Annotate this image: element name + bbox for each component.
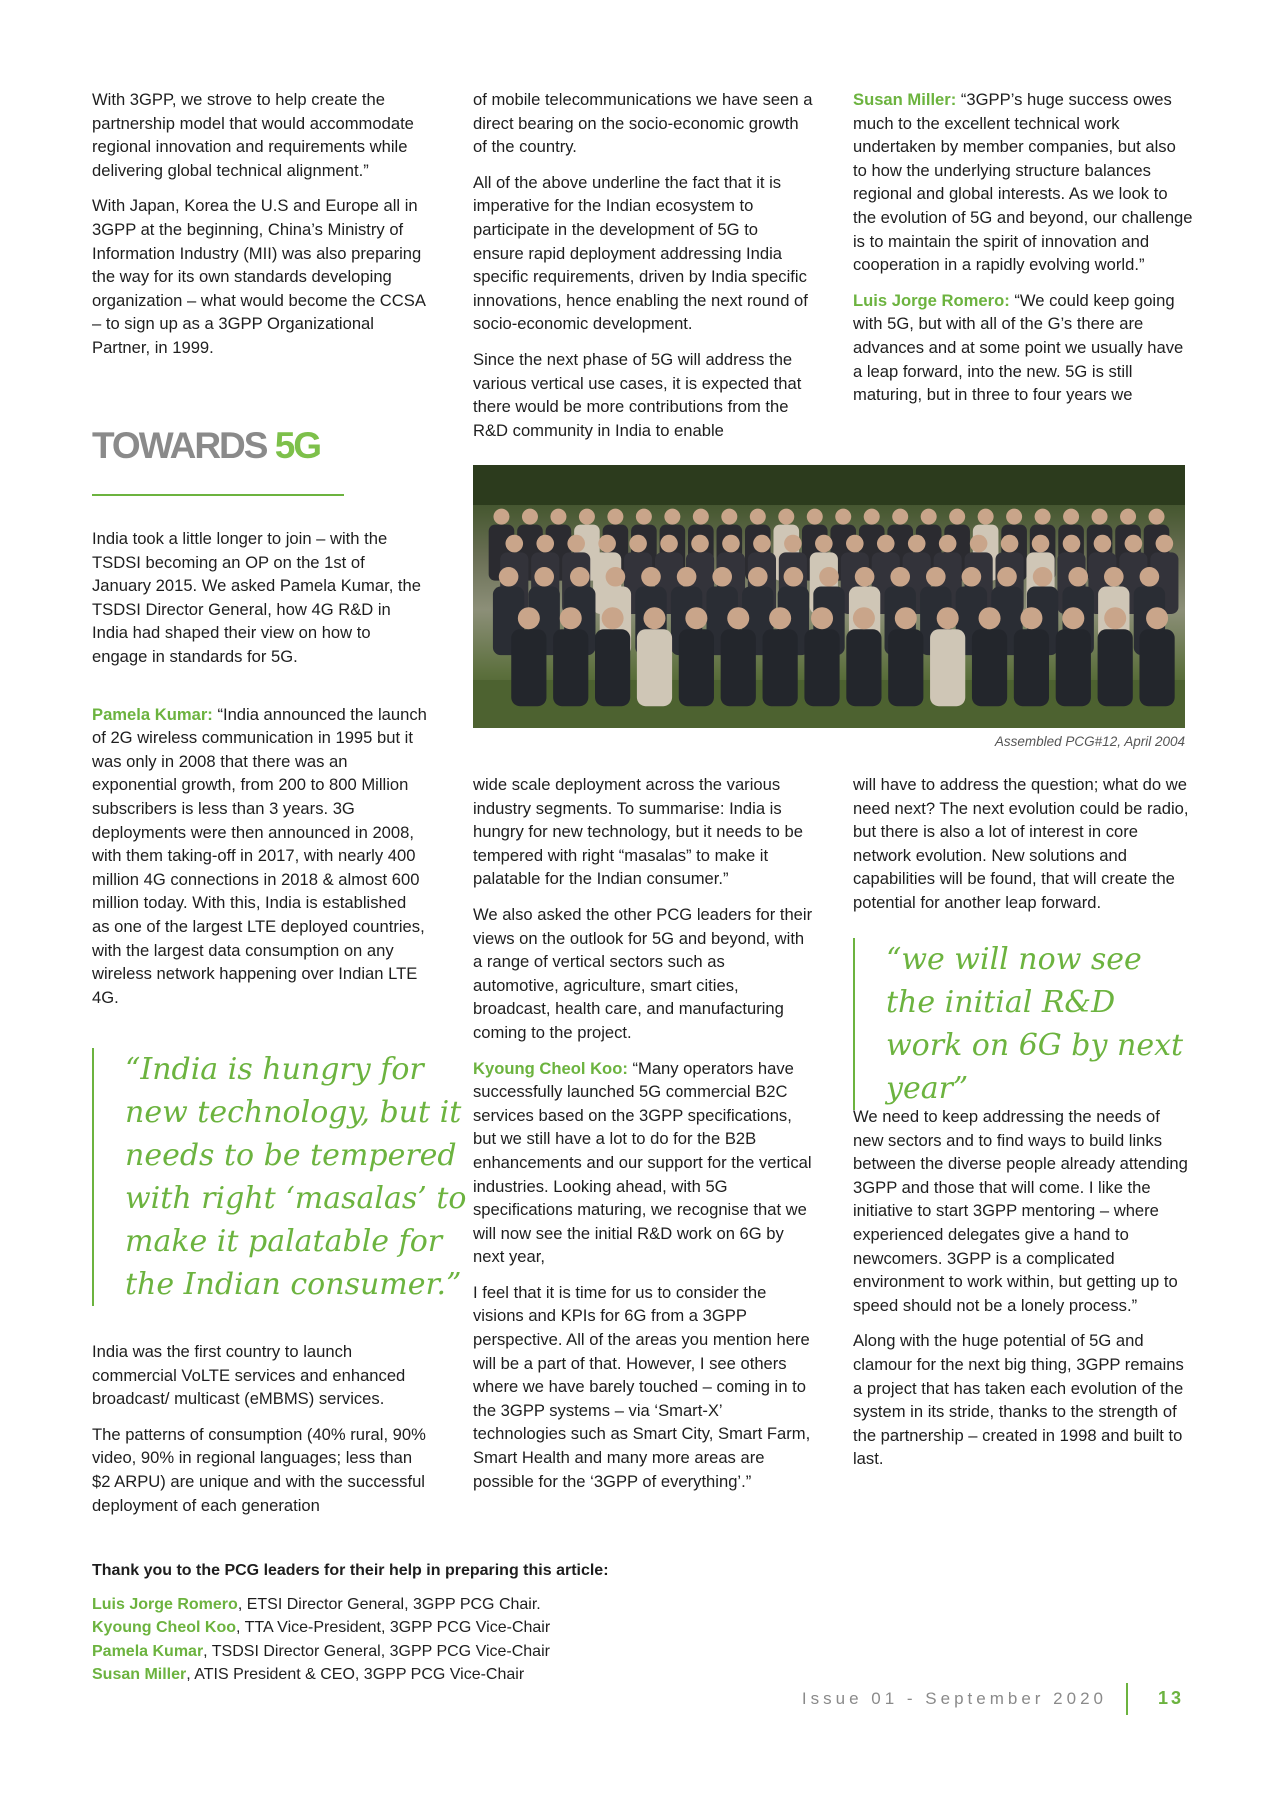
- speaker-text: “3GPP’s huge success owes much to the excellent technical work undertaken by member companies, but also to how the underlying structure balances regional and global interests. As we look to the evolution of 5G and beyond, our challenge is to maintain the spirit of innovation and cooperation in a rapidly evolving world.”: [853, 90, 1193, 275]
- paragraph: India was the first country to launch commercial VoLTE services and enhanced broadcast/ multicast (eMBMS) services.: [92, 1342, 406, 1409]
- ack-role: , TSDSI Director General, 3GPP PCG Vice-Chair: [203, 1642, 550, 1660]
- pull-quote: “we will now see the initial R&D work on 6G by next year”: [853, 938, 1196, 1110]
- ack-row: [92, 1640, 792, 1664]
- paragraph: wide scale deployment across the various industry segments. To summarise: India is hungry for new technology, but it needs to be tempered with right “masalas” to make it palatable for the Indian consumer.”: [473, 775, 803, 889]
- heading-underline: [92, 494, 344, 496]
- paragraph: With Japan, Korea the U.S and Europe all in 3GPP at the beginning, China’s Ministry of Information Industry (MII) was also preparing the way for its own standards developing organization – what would become the CCSA – to sign up as a 3GPP Organizational Partner, in 1999.: [92, 196, 425, 357]
- acknowledgements: [92, 1559, 792, 1687]
- speaker-name: Pamela Kumar:: [92, 704, 213, 724]
- ack-name: Susan Miller: [92, 1666, 187, 1683]
- paragraph: All of the above underline the fact that it is imperative for the Indian ecosystem to participate in the development of 5G to ensure rapid deployment addressing India specific requirements, driven by India specific innovations, hence enabling the next round of socio-economic development.: [473, 172, 808, 334]
- speaker-paragraph: [92, 703, 427, 1010]
- ack-role: , TTA Vice-President, 3GPP PCG Vice-Chair: [235, 1619, 551, 1636]
- page-footer: [790, 1683, 1190, 1715]
- ack-role: , ATIS President & CEO, 3GPP PCG Vice-Chair: [186, 1666, 525, 1683]
- pull-quote: “India is hungry for new technology, but it needs to be tempered with right ‘masalas’ to make it palatable for the Indian consumer.”: [92, 1048, 475, 1306]
- speaker-paragraph: [853, 88, 1193, 277]
- paragraph: We need to keep addressing the needs of new sectors and to find ways to build links between the diverse people already attending 3GPP and those that will come. I like the initiative to start 3GPP mentoring – where experienced delegates give a hand to newcomers. 3GPP is a complicated environment to work within, but getting up to speed should not be a lonely process.”: [853, 1107, 1188, 1315]
- column-c-top: [853, 88, 1193, 419]
- paragraph: will have to address the question; what do we need next? The next evolution could be radio, but there is also a lot of interest in core network evolution. New solutions and capabilities will be found, that will create the potential for another leap forward.: [853, 775, 1189, 912]
- speaker-name: Susan Miller:: [853, 90, 957, 109]
- ack-name: Luis Jorge Romero: [92, 1595, 238, 1613]
- speaker-text: “We could keep going with 5G, but with all of the G’s there are advances and at some point we usually have a leap forward, into the new. 5G is still maturing, but in three to four years we: [853, 290, 1184, 405]
- column-c-bottom-1: [853, 773, 1193, 927]
- issue-label: Issue 01 - September 2020: [801, 1689, 1107, 1708]
- speaker-name: Kyoung Cheol Koo:: [473, 1058, 628, 1078]
- photo-caption: Assembled PCG#12, April 2004: [994, 734, 1185, 749]
- speaker-paragraph: [473, 1057, 813, 1269]
- paragraph: The patterns of consumption (40% rural, 90% video, 90% in regional languages; less than $2 ARPU) are unique and with the successful deployment of each generation: [92, 1424, 426, 1515]
- acknowledgements-title: Thank you to the PCG leaders for their help in preparing this article:: [92, 1562, 609, 1579]
- ack-role: , ETSI Director General, 3GPP PCG Chair.: [237, 1595, 541, 1613]
- speaker-name: Luis Jorge Romero:: [853, 290, 1010, 310]
- paragraph: Along with the huge potential of 5G and clamour for the next big thing, 3GPP remains a project that has taken each evolution of the system in its stride, thanks to the strength of the partnership – created in 1998 and built to last.: [853, 1331, 1184, 1469]
- section-heading: [92, 425, 320, 467]
- column-c-bottom-2: [853, 1105, 1193, 1483]
- group-photo-illustration: [473, 465, 1185, 728]
- ack-row: [92, 1593, 792, 1617]
- group-photo: [473, 465, 1185, 728]
- paragraph: Since the next phase of 5G will address the various vertical use cases, it is expected that there would be more contributions from the R&D community in India to enable: [473, 349, 802, 440]
- paragraph: of mobile telecommunications we have seen a direct bearing on the socio-economic growth of the country.: [473, 90, 813, 157]
- page-number: 13: [1157, 1688, 1184, 1708]
- ack-name: Kyoung Cheol Koo: [92, 1619, 236, 1636]
- ack-name: Pamela Kumar: [92, 1642, 204, 1660]
- paragraph: We also asked the other PCG leaders for their views on the outlook for 5G and beyond, with a range of vertical sectors such as automotive, agriculture, smart cities, broadcast, health care, and manufacturing coming to the project.: [473, 904, 813, 1042]
- heading-part-1: TOWARDS: [92, 425, 275, 466]
- speaker-text: “India announced the launch of 2G wireless communication in 1995 but it was only in 2008 that there was an exponential growth, from 200 to 800 Million subscribers is less than 3 years. 3G deployments were then announced in 2008, with them taking-off in 2017, with nearly 400 million 4G connections in 2018 & almost 600 million today. With this, India is established as one of the largest LTE deployed countries, with the largest data consumption on any wireless network happening over Indian LTE 4G.: [92, 704, 427, 1007]
- speaker-paragraph: [853, 289, 1193, 407]
- paragraph: With 3GPP, we strove to help create the partnership model that would accommodate regional innovation and requirements while delivering global technical alignment.”: [92, 90, 414, 180]
- column-a-middle: [92, 527, 427, 1021]
- column-a-bottom: [92, 1340, 427, 1529]
- column-b-bottom: [473, 773, 813, 1505]
- column-a-top: [92, 88, 427, 372]
- footer-divider: [1126, 1683, 1128, 1715]
- ack-row: [92, 1663, 792, 1687]
- speaker-text: “Many operators have successfully launched 5G commercial B2C services based on the 3GPP specifications, but we still have a lot to do for the B2B enhancements and our support for the vertical industries. Looking ahead, with 5G specifications maturing, we recognise that we will now see the initial R&D work on 6G by next year,: [473, 1058, 812, 1267]
- people-silhouettes: [489, 509, 1179, 707]
- heading-part-2: 5G: [274, 425, 321, 466]
- paragraph: I feel that it is time for us to consider the visions and KPIs for 6G from a 3GPP perspective. All of the areas you mention here will be a part of that. However, I see others where we have barely touched – coming in to the 3GPP systems – via ‘Smart-X’ technologies such as Smart City, Smart Farm, Smart Health and many more areas are possible for the ‘3GPP of everything’.”: [473, 1282, 811, 1491]
- column-b-top: [473, 88, 813, 454]
- intro-paragraph: India took a little longer to join – with the TSDSI becoming an OP on the 1st of January 2015. We asked Pamela Kumar, the TSDSI Director General, how 4G R&D in India had shaped their view on how to engage in standards for 5G.: [92, 529, 421, 666]
- ack-row: [92, 1616, 792, 1640]
